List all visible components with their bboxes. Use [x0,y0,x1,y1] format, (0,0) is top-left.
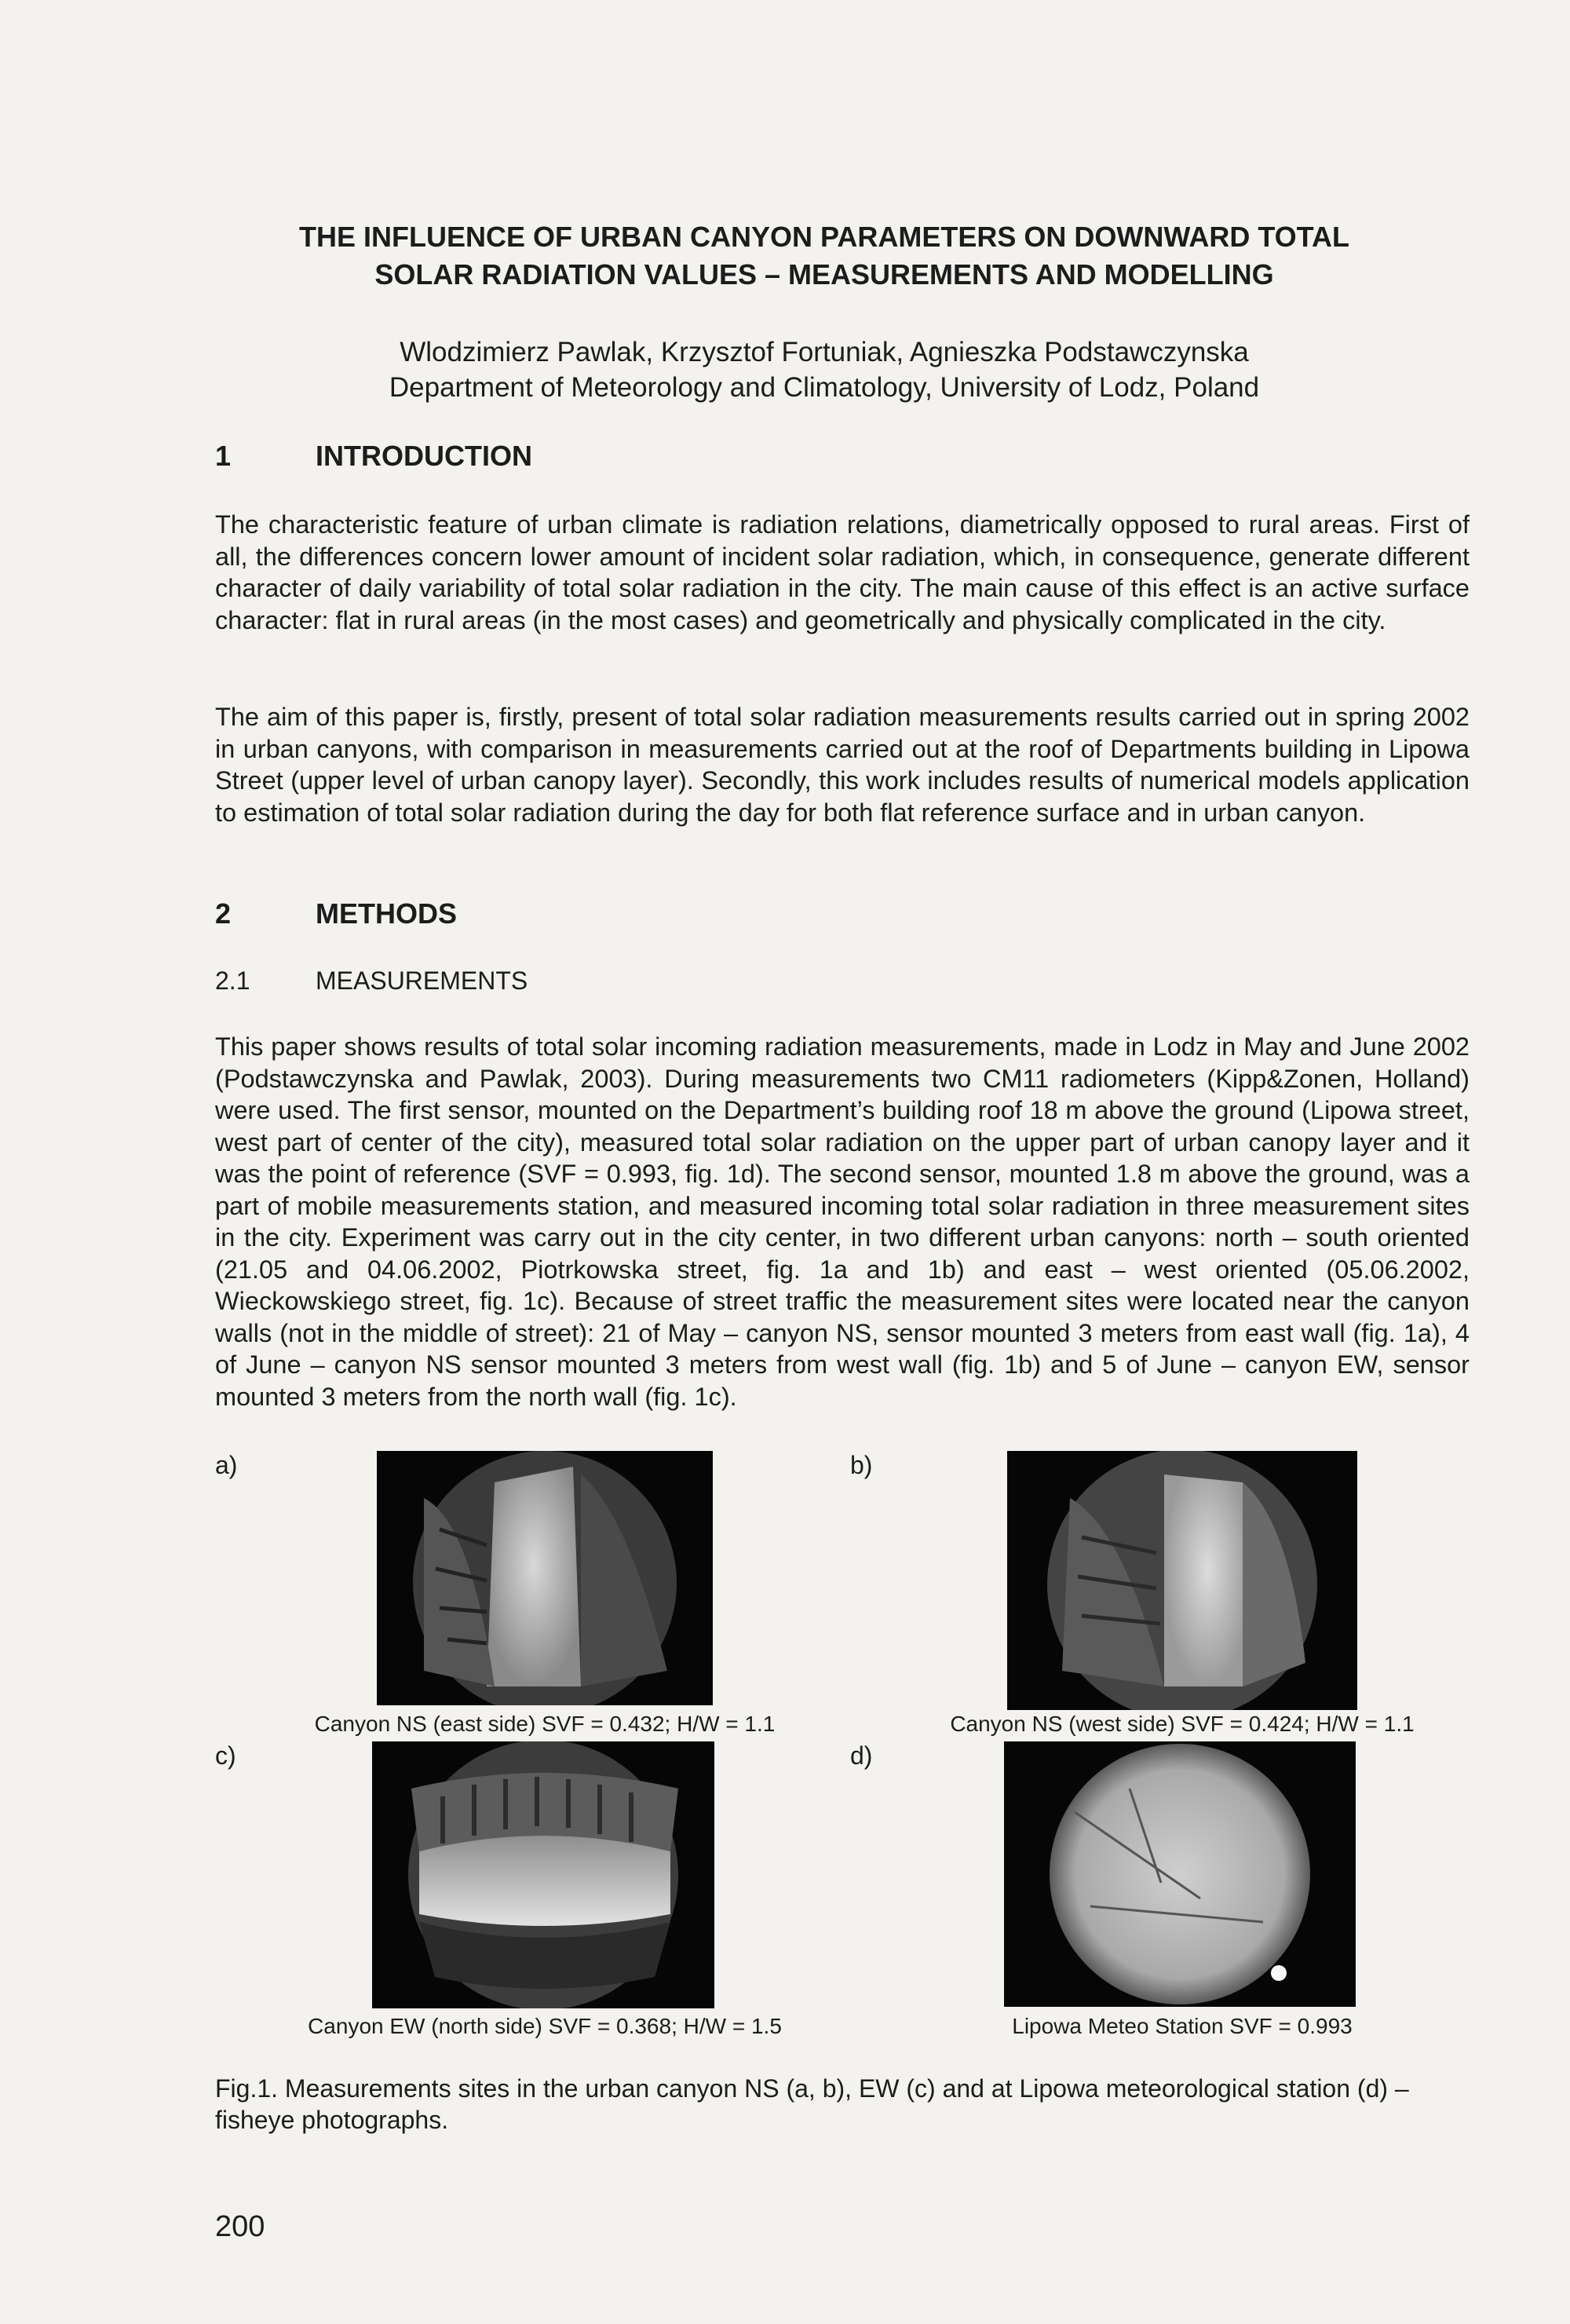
panel-a-caption: Canyon NS (east side) SVF = 0.432; H/W = 1.1 [314,1712,776,1736]
author-block [181,334,1468,405]
section-heading-methods [215,897,457,930]
panel-b-letter: b) [850,1451,873,1479]
affiliation: Department of Meteorology and Climatology, University of Lodz, Poland [389,372,1260,403]
title-line-2: SOLAR RADIATION VALUES – MEASUREMENTS AND MODELLING [374,258,1274,290]
section-number: 2 [215,897,232,930]
subsection-title: MEASUREMENTS [316,967,528,995]
panel-b-caption: Canyon NS (west side) SVF = 0.424; H/W = 1.1 [950,1712,1415,1736]
panel-d-caption: Lipowa Meteo Station SVF = 0.993 [1012,2014,1353,2038]
figure-1-caption: Fig.1. Measurements sites in the urban canyon NS (a, b), EW (c) and at Lipowa meteorological station (d) – fisheye photographs. [215,2074,1409,2134]
subsection-number: 2.1 [215,967,250,995]
title-line-1: THE INFLUENCE OF URBAN CANYON PARAMETERS ON DOWNWARD TOTAL [299,221,1349,253]
section-number: 1 [215,440,232,472]
panel-d-letter: d) [850,1741,873,1770]
panel-c-letter: c) [215,1741,236,1770]
methods-paragraph-1: This paper shows results of total solar incoming radiation measurements, made in Lodz in May and June 2002 (Podstawczynska and Pawlak, 2003). During measurements two CM11 radiometers (Kipp&Zonen, Holland) were used. The first sensor, mounted on the Department’s building roof 18 m above the ground (Lipowa street, west part of center of the city), measured total solar radiation on the upper part of urban canopy layer and it was the point of reference (SVF = 0.993, fig. 1d). The second sensor, mounted 1.8 m above the ground, was a part of mobile measurements station, and measured incoming total solar radiation in three measurement sites in the city. Experiment was carry out in the city center, in two different urban canyons: north – south oriented (21.05 and 04.06.2002, Piotrkowska street, fig. 1a and 1b) and east – west oriented (05.06.2002, Wieckowskiego street, fig. 1c). Because of street traffic the measurement sites were located near the canyon walls (not in the middle of street): 21 of May – canyon NS, sensor mounted 3 meters from east wall (fig. 1a), 4 of June – canyon NS sensor mounted 3 meters from west wall (fig. 1b) and 5 of June – canyon EW, sensor mounted 3 meters from the north wall (fig. 1c). [215,1032,1470,1411]
intro-paragraph-1: The characteristic feature of urban climate is radiation relations, diametrically opposed to rural areas. First of all, the differences concern lower amount of incident solar radiation, which, in consequence, generate different character of daily variability of total solar radiation in the city. The main cause of this effect is an active surface character: flat in rural areas (in the most cases) and geometrically and physically complicated in the city. [215,510,1470,634]
fisheye-photo-a [377,1451,713,1705]
fisheye-photo-c [372,1741,714,2008]
intro-paragraph-2: The aim of this paper is, firstly, present of total solar radiation measurements results carried out in spring 2002 in urban canyons, with comparison in measurements carried out at the roof of Departments building in Lipowa Street (upper level of urban canopy layer). Secondly, this work includes results of numerical models application to estimation of total solar radiation during the day for both flat reference surface and in urban canyon. [215,703,1470,827]
paper-title [181,218,1468,294]
panel-c-caption: Canyon EW (north side) SVF = 0.368; H/W = 1.5 [308,2014,782,2038]
subsection-heading-measurements [215,967,528,996]
section-title: INTRODUCTION [316,440,532,472]
section-title: METHODS [316,897,457,930]
page-number: 200 [215,2210,265,2243]
fisheye-photo-b [1007,1451,1357,1710]
authors: Wlodzimierz Pawlak, Krzysztof Fortuniak, Agnieszka Podstawczynska [400,337,1249,367]
fisheye-photo-d [1004,1741,1356,2007]
section-heading-introduction [215,440,532,473]
panel-a-letter: a) [215,1451,238,1479]
